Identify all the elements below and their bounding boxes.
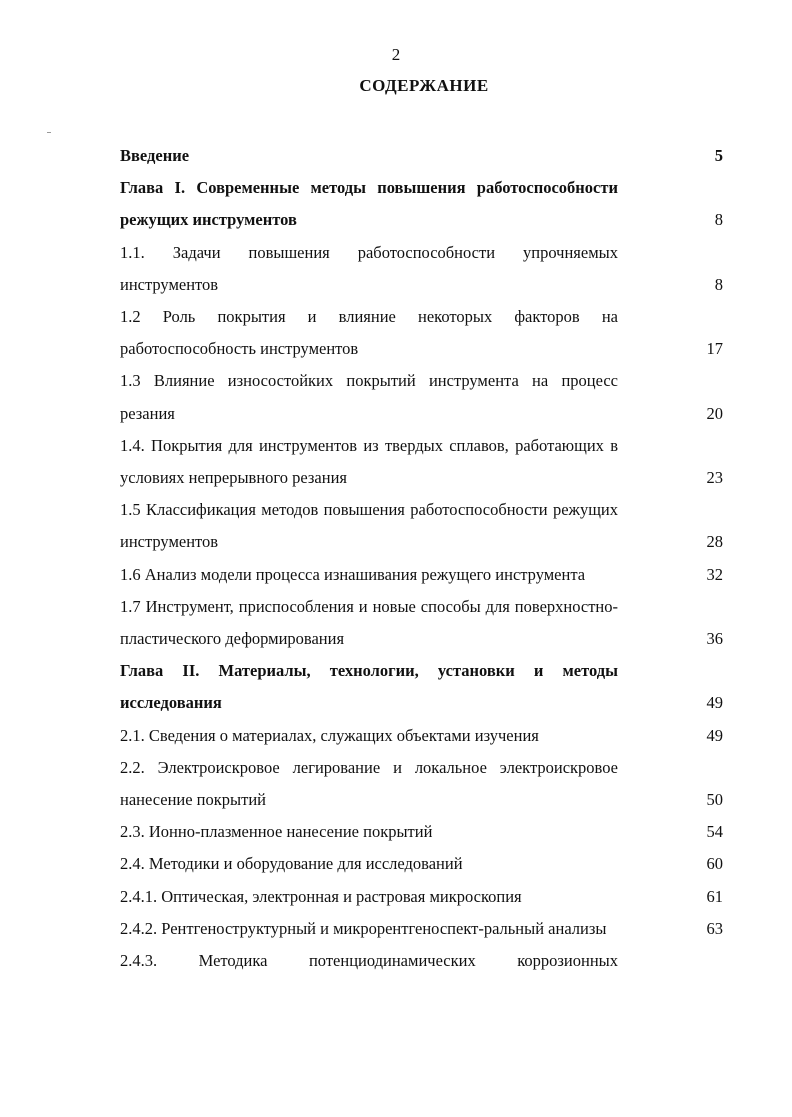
toc-entry-text: 2.2. Электроискровое легирование и локальное электроискровое нанесение покрытий — [120, 757, 618, 810]
toc-entry-text: 1.6 Анализ модели процесса изнашивания режущего инструмента — [120, 564, 586, 584]
toc-entry-page: 49 — [706, 725, 723, 745]
toc-entry-page: 54 — [706, 822, 723, 842]
toc-entry-page: 20 — [706, 403, 723, 423]
toc-entry-text: 2.4. Методики и оборудование для исследований — [120, 854, 463, 874]
toc-entry-text: 2.1. Сведения о материалах, служащих объектами изучения — [120, 725, 539, 745]
toc-entry — [120, 301, 726, 365]
toc-entry-text: 2.4.2. Рентгеноструктурный и микрорентгеноспект-ральный анализы — [120, 918, 607, 938]
toc-entry-page: 8 — [714, 210, 723, 230]
toc-entry-text: Введение — [120, 146, 190, 165]
toc-entry-page: 5 — [714, 146, 723, 165]
toc-entry-page: 60 — [706, 854, 723, 874]
toc-entry — [120, 559, 726, 591]
toc-entry — [120, 140, 726, 172]
toc-entry-text: 1.7 Инструмент, приспособления и новые способы для поверхностно-пластического деформирования — [120, 596, 618, 649]
toc-entry-text: 1.3 Влияние износостойких покрытий инструмента на процесс резания — [120, 371, 618, 423]
toc-entry-page: 49 — [706, 693, 723, 713]
toc-entry-page: 17 — [706, 339, 723, 359]
toc-entry — [120, 848, 726, 880]
toc-entry — [120, 816, 726, 848]
toc-entry-text: 2.4.3. Методика потенциодинамических коррозионных — [120, 951, 618, 971]
toc-entry-text: 1.1. Задачи повышения работоспособности упрочняемых инструментов — [120, 242, 618, 294]
page-number: 2 — [391, 45, 401, 64]
toc-entry — [120, 881, 726, 913]
scan-mark — [47, 132, 51, 133]
toc-entry — [120, 365, 726, 429]
toc-entry — [120, 913, 726, 945]
toc-entry — [120, 494, 726, 558]
toc-entry-text: Глава I. Современные методы повышения работоспособности режущих инструментов — [120, 178, 618, 230]
toc-entry-page: 63 — [706, 918, 723, 938]
toc-entry-text: 1.4. Покрытия для инструментов из твердых сплавов, работающих в условиях непрерывного резания — [120, 435, 618, 488]
toc-entry-page: 36 — [706, 629, 723, 649]
toc-entry — [120, 430, 726, 494]
toc-entry — [120, 237, 726, 301]
page-title: СОДЕРЖАНИЕ — [359, 76, 489, 95]
toc-entry-text: 1.2 Роль покрытия и влияние некоторых факторов на работоспособность инструментов — [120, 307, 618, 359]
toc-entry-page: 50 — [706, 790, 723, 810]
toc-entry — [120, 945, 726, 977]
toc-entry — [120, 752, 726, 816]
toc-entry-text: 2.3. Ионно-плазменное нанесение покрытий — [120, 822, 433, 842]
toc-entry — [120, 591, 726, 655]
toc-entry-page: 23 — [706, 468, 723, 488]
table-of-contents — [120, 140, 726, 977]
toc-entry — [120, 172, 726, 236]
toc-entry-text: 1.5 Классификация методов повышения работоспособности режущих инструментов — [120, 500, 618, 552]
toc-entry — [120, 720, 726, 752]
toc-entry-text: Глава II. Материалы, технологии, установки и методы исследования — [120, 661, 618, 713]
toc-entry-page: 32 — [706, 564, 723, 584]
toc-entry-page: 8 — [714, 274, 723, 294]
toc-entry — [120, 655, 726, 719]
toc-entry-page: 61 — [706, 886, 723, 906]
toc-entry-text: 2.4.1. Оптическая, электронная и растровая микроскопия — [120, 886, 522, 906]
toc-entry-page: 28 — [706, 532, 723, 552]
